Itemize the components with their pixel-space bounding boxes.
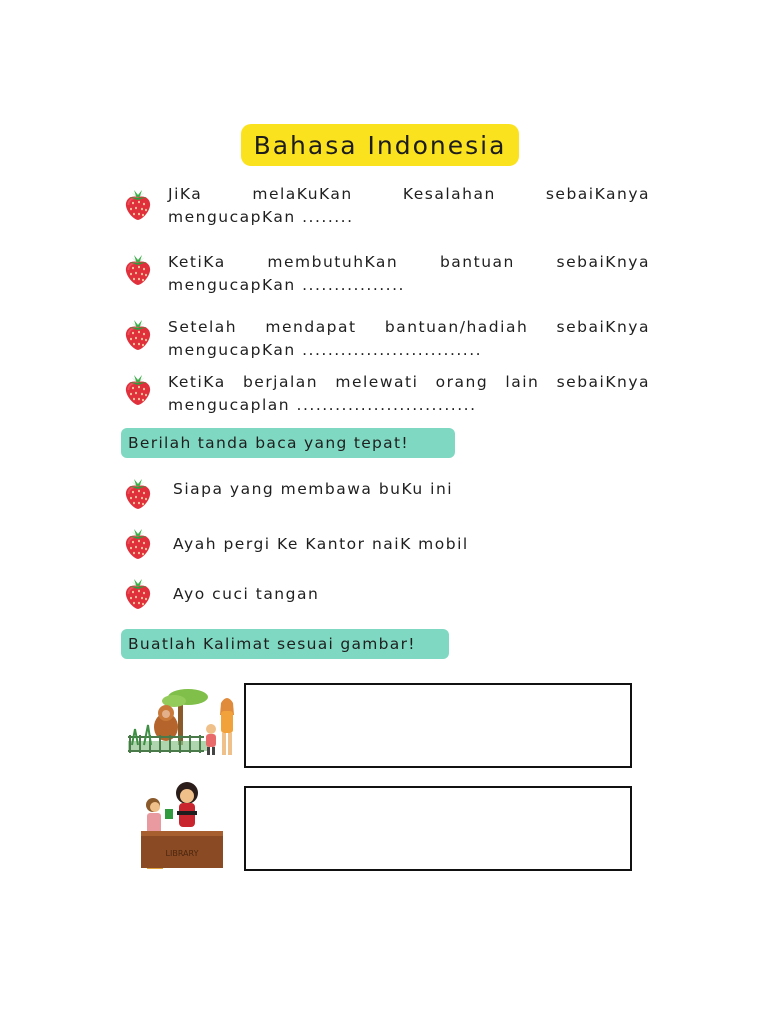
word: KetiKa [168, 373, 226, 391]
strawberry-icon [123, 578, 153, 610]
word: sebaiKnya [556, 253, 650, 271]
section-heading-punctuation: Berilah tanda baca yang tepat! [121, 428, 455, 458]
word: sebaiKnya [556, 318, 650, 336]
page-title: Bahasa Indonesia [241, 124, 519, 166]
word: Setelah [168, 318, 238, 336]
word: melewati [335, 373, 419, 391]
word: melaKuKan [252, 185, 353, 203]
answer-box-1[interactable] [244, 683, 632, 768]
word: mendapat [265, 318, 357, 336]
strawberry-icon [123, 478, 153, 510]
word: bantuan [439, 253, 515, 271]
word: JiKa [168, 185, 203, 203]
word: Kesalahan [402, 185, 496, 203]
word: lain [505, 373, 540, 391]
question-line2: mengucapKan ........ [168, 208, 354, 226]
punctuation-item-2: Ayah pergi Ke Kantor naiK mobil [173, 535, 469, 553]
question-2 [168, 251, 650, 297]
word: KetiKa [168, 253, 226, 271]
question-3 [168, 316, 650, 362]
question-line2: mengucapKan ............................ [168, 341, 483, 359]
question-1 [168, 183, 650, 229]
word: membutuhKan [267, 253, 399, 271]
section-heading-sentence: Buatlah Kalimat sesuai gambar! [121, 629, 449, 659]
word: sebaiKanya [545, 185, 650, 203]
strawberry-icon [123, 189, 153, 221]
library-illustration [137, 779, 227, 873]
strawberry-icon [123, 319, 153, 351]
word: bantuan/hadiah [384, 318, 529, 336]
question-line2: mengucaplan ............................ [168, 396, 477, 414]
punctuation-item-3: Ayo cuci tangan [173, 585, 320, 603]
question-line2: mengucapKan ................ [168, 276, 405, 294]
punctuation-item-1: Siapa yang membawa buKu ini [173, 480, 454, 498]
strawberry-icon [123, 374, 153, 406]
answer-box-2[interactable] [244, 786, 632, 871]
word: orang [435, 373, 489, 391]
strawberry-icon [123, 254, 153, 286]
word: sebaiKnya [556, 373, 650, 391]
word: berjalan [242, 373, 319, 391]
strawberry-icon [123, 528, 153, 560]
question-4 [168, 371, 650, 417]
library-sign: LIBRARY [165, 849, 199, 858]
zoo-illustration [126, 685, 238, 759]
